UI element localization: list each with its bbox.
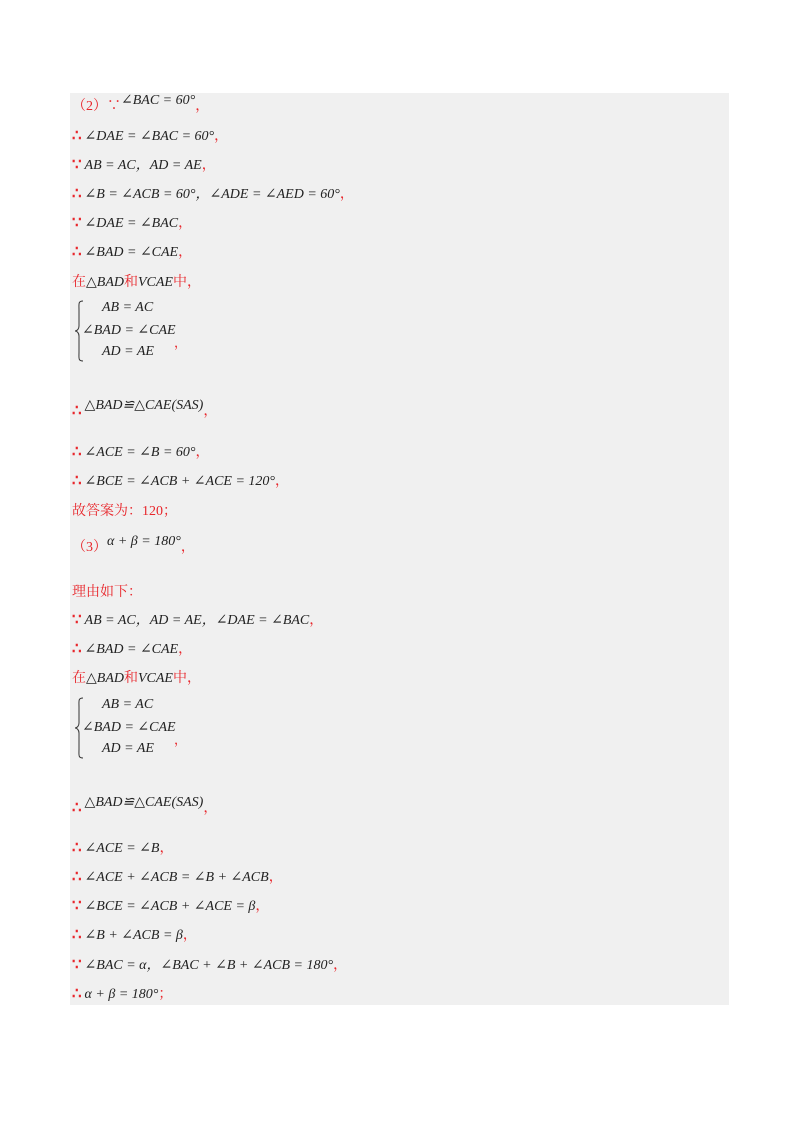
therefore-icon: ∴ — [72, 867, 82, 885]
punct: ， — [201, 158, 216, 173]
punct: ， — [203, 801, 218, 816]
text: 和 — [123, 275, 138, 290]
line-step — [72, 126, 228, 146]
math: △BAD≌△CAE(SAS) — [84, 398, 204, 413]
line-answer — [72, 502, 177, 521]
line-step — [72, 242, 192, 262]
punct: ， — [195, 99, 210, 114]
line-step — [72, 442, 210, 462]
text: 中， — [172, 275, 201, 290]
line-step — [72, 471, 289, 491]
line-in-triangles — [72, 669, 201, 688]
line-step — [72, 155, 216, 175]
math: α + β = 180° — [107, 534, 181, 549]
math: VCAE — [137, 275, 173, 290]
punct: ， — [195, 445, 210, 460]
line-step — [72, 925, 197, 945]
therefore-icon: ∴ — [72, 184, 82, 202]
punct: ， — [275, 474, 290, 489]
math: ∠B = ∠ACB = 60°，∠ADE = ∠AED = 60° — [84, 187, 340, 202]
line-step — [72, 795, 218, 818]
text: 和 — [123, 671, 138, 686]
line-part2-given — [72, 93, 210, 116]
punct: ； — [158, 987, 173, 1002]
math: ∠BAD = ∠CAE — [84, 245, 179, 260]
math: △BAD — [86, 275, 124, 290]
therefore-icon: ∴ — [72, 925, 82, 943]
therefore-icon: ∴ — [72, 401, 82, 419]
punct: ， — [178, 642, 193, 657]
punct: ， — [203, 404, 218, 419]
part-label: （3） — [72, 540, 107, 555]
math: ∠DAE = ∠BAC = 60° — [84, 129, 215, 144]
therefore-icon: ∴ — [72, 471, 82, 489]
equation-system — [74, 300, 194, 358]
punct: ， — [174, 733, 188, 748]
punct: ， — [255, 899, 270, 914]
therefore-icon: ∴ — [72, 838, 82, 856]
punct: ， — [182, 928, 197, 943]
because-icon: ∵ — [72, 155, 82, 173]
line-step — [72, 639, 192, 659]
line-in-triangles — [72, 273, 201, 292]
line-conclusion — [72, 984, 172, 1004]
line-step — [72, 213, 192, 233]
math: ∠ACE = ∠B — [84, 841, 160, 856]
math: ∠B + ∠ACB = β — [84, 928, 183, 943]
because-icon: ∵ — [72, 610, 82, 628]
math: △BAD≌△CAE(SAS) — [84, 795, 204, 810]
punct: ， — [159, 841, 174, 856]
because-icon: ∵ — [72, 955, 82, 973]
math: ∠BCE = ∠ACB + ∠ACE = β — [84, 899, 256, 914]
line-step — [72, 398, 218, 421]
part-label: （2）∵ — [72, 99, 121, 114]
line-step — [72, 867, 283, 887]
punct: ， — [174, 336, 188, 351]
punct: ， — [339, 187, 354, 202]
math: ∠BCE = ∠ACB + ∠ACE = 120° — [84, 474, 276, 489]
punct: ， — [268, 870, 283, 885]
math: ∠BAC = 60° — [121, 93, 196, 108]
therefore-icon: ∴ — [72, 639, 82, 657]
text: 故答案为：120； — [72, 504, 177, 519]
math: ∠ACE = ∠B = 60° — [84, 445, 196, 460]
punct: ， — [178, 216, 193, 231]
therefore-icon: ∴ — [72, 798, 82, 816]
therefore-icon: ∴ — [72, 984, 82, 1002]
punct: ， — [178, 245, 193, 260]
equation-row: ∠BAD = ∠CAE — [82, 323, 176, 338]
math: AB = AC，AD = AE，∠DAE = ∠BAC — [84, 613, 310, 628]
math: VCAE — [137, 671, 173, 686]
math: △BAD — [86, 671, 124, 686]
math: ∠DAE = ∠BAC — [84, 216, 179, 231]
math: ∠BAC = α，∠BAC + ∠B + ∠ACB = 180° — [84, 958, 334, 973]
math: ∠ACE + ∠ACB = ∠B + ∠ACB — [84, 870, 269, 885]
because-icon: ∵ — [72, 213, 82, 231]
line-step — [72, 955, 347, 975]
therefore-icon: ∴ — [72, 242, 82, 260]
text: 理由如下： — [72, 585, 142, 600]
therefore-icon: ∴ — [72, 126, 82, 144]
text: 中， — [172, 671, 201, 686]
punct: ， — [309, 613, 324, 628]
line-step — [72, 896, 269, 916]
equation-row: AD = AE — [102, 741, 154, 756]
equation-system — [74, 697, 194, 755]
text: 在 — [72, 671, 86, 686]
punct: ， — [180, 540, 195, 555]
math: ∠BAD = ∠CAE — [84, 642, 179, 657]
math: α + β = 180° — [84, 987, 159, 1002]
line-step — [72, 610, 323, 630]
equation-row: AB = AC — [102, 300, 154, 315]
line-reason — [72, 583, 142, 602]
line-part3 — [72, 534, 195, 557]
punct: ， — [333, 958, 348, 973]
text: 在 — [72, 275, 86, 290]
therefore-icon: ∴ — [72, 442, 82, 460]
punct: ， — [214, 129, 229, 144]
line-step — [72, 184, 354, 204]
line-step — [72, 838, 173, 858]
math: AB = AC，AD = AE — [84, 158, 202, 173]
equation-row: AD = AE — [102, 344, 154, 359]
because-icon: ∵ — [72, 896, 82, 914]
equation-row: ∠BAD = ∠CAE — [82, 720, 176, 735]
equation-row: AB = AC — [102, 697, 154, 712]
